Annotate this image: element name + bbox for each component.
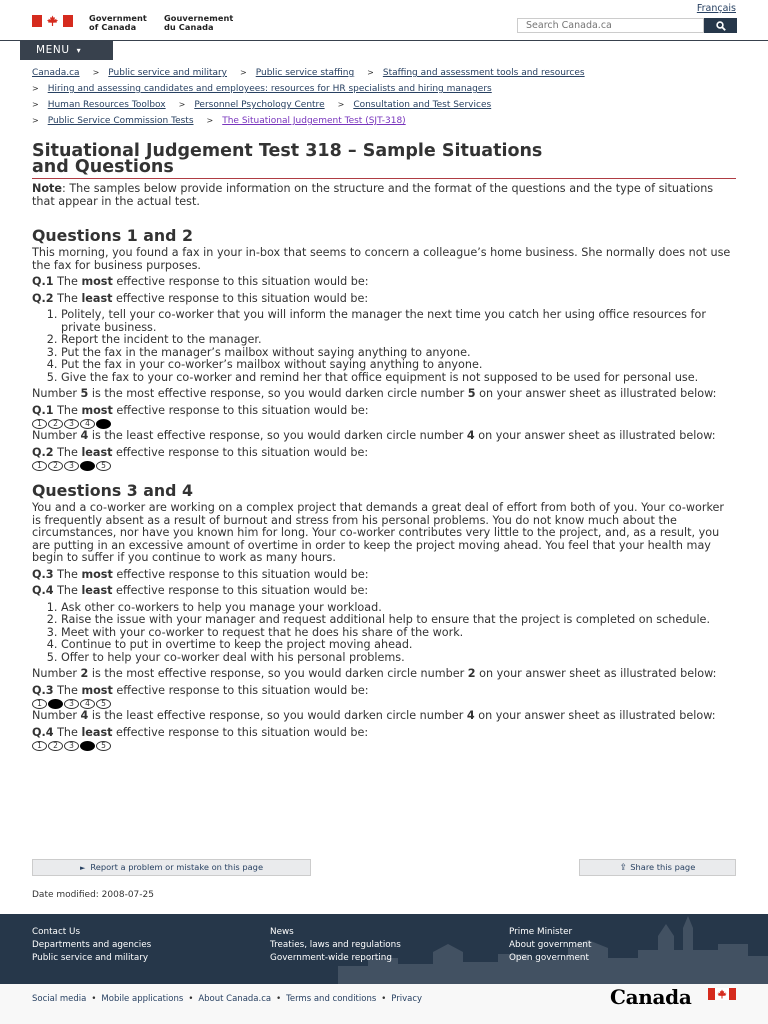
footer-link[interactable]: About government bbox=[509, 940, 592, 950]
response-options bbox=[61, 309, 736, 384]
list-item: 2. Raise the issue with your manager and request additional help to ensure that the project is completed on schedule. bbox=[61, 614, 736, 627]
breadcrumb-link[interactable]: Public Service Commission Tests bbox=[47, 116, 194, 126]
main-content bbox=[32, 143, 736, 752]
share-icon: ⇪ bbox=[619, 863, 628, 873]
chevron-down-icon: ▾ bbox=[76, 46, 82, 55]
list-item: 4. Put the fax in your co-worker’s mailbox without saying anything to anyone. bbox=[61, 359, 736, 372]
breadcrumb-link[interactable]: The Situational Judgement Test (SJT-318) bbox=[222, 116, 406, 126]
footer-link[interactable]: Treaties, laws and regulations bbox=[270, 940, 401, 950]
breadcrumb-link[interactable]: Hiring and assessing candidates and employees: resources for HR specialists and hiring managers bbox=[47, 84, 492, 94]
footer-link[interactable]: Mobile applications bbox=[101, 994, 184, 1004]
answer-circle: 1 bbox=[32, 699, 47, 709]
scenario-text: This morning, you found a fax in your in-box that seems to concern a colleague’s home business. She normally does not use the fax for business purposes. bbox=[32, 246, 731, 272]
footer-column bbox=[32, 926, 151, 965]
breadcrumb-link[interactable]: Public service staffing bbox=[255, 68, 355, 78]
footer-link[interactable]: Prime Minister bbox=[509, 927, 573, 937]
signature-english: Government of Canada bbox=[89, 13, 147, 32]
list-item: 3. Meet with your co-worker to request that he does his share of the work. bbox=[61, 627, 736, 640]
list-item: 1. Ask other co-workers to help you manage your workload. bbox=[61, 602, 736, 615]
answer-circle: 2 bbox=[48, 419, 63, 429]
report-problem-button[interactable]: ► Report a problem or mistake on this page bbox=[32, 859, 311, 876]
footer-link[interactable]: Open government bbox=[509, 953, 589, 963]
footer-column bbox=[270, 926, 401, 965]
page-title: Situational Judgement Test 318 – Sample Situations and Questions bbox=[32, 143, 736, 179]
canada-flag-icon bbox=[708, 988, 736, 1000]
answer-circle: 3 bbox=[64, 461, 79, 471]
breadcrumb-row bbox=[32, 100, 491, 110]
footer-link[interactable]: Departments and agencies bbox=[32, 940, 152, 950]
answer-circle: 5 bbox=[96, 699, 111, 709]
answer-explanation: Number 5 is the most effective response, so you would darken circle number 5 on your answer sheet as illustrated below: bbox=[32, 387, 717, 400]
canada-wordmark: Canada bbox=[610, 985, 692, 1009]
breadcrumb-separator-icon: > bbox=[178, 100, 186, 109]
answer-circle: 1 bbox=[32, 419, 47, 429]
menu-button[interactable]: MENU ▾ bbox=[20, 41, 113, 60]
answer-circle: 1 bbox=[32, 461, 47, 471]
breadcrumb-link[interactable]: Canada.ca bbox=[32, 68, 80, 78]
answer-circle: 2 bbox=[48, 461, 63, 471]
section-heading: Questions 1 and 2 bbox=[32, 226, 193, 245]
breadcrumb-separator-icon: > bbox=[337, 100, 345, 109]
answer-circle: 5 bbox=[96, 419, 111, 429]
list-item: 3. Put the fax in the manager’s mailbox without saying anything to anyone. bbox=[61, 347, 736, 360]
breadcrumb-separator-icon: > bbox=[367, 68, 374, 77]
question-prompt: Q.1 The most effective response to this situation would be: bbox=[32, 275, 369, 288]
response-options bbox=[61, 602, 736, 665]
breadcrumb-link[interactable]: Personnel Psychology Centre bbox=[194, 100, 325, 110]
answer-explanation: Number 2 is the most effective response, so you would darken circle number 2 on your answer sheet as illustrated below: bbox=[32, 667, 717, 680]
signature-french: Gouvernement du Canada bbox=[163, 13, 234, 32]
share-page-button[interactable]: ⇪ Share this page bbox=[579, 859, 736, 876]
site-footer bbox=[0, 914, 768, 984]
answer-circle: 4 bbox=[80, 461, 95, 471]
date-modified: Date modified: 2008-07-25 bbox=[32, 890, 154, 900]
breadcrumb-link[interactable]: Consultation and Test Services bbox=[353, 100, 492, 110]
question-prompt: Q.2 The least effective response to this situation would be: bbox=[32, 291, 369, 305]
site-header bbox=[0, 0, 768, 40]
search-input[interactable] bbox=[517, 18, 704, 33]
footer-link[interactable]: Privacy bbox=[391, 994, 423, 1004]
search-icon bbox=[716, 21, 726, 31]
answer-circle: 2 bbox=[48, 741, 63, 751]
language-toggle-link[interactable]: Français bbox=[696, 3, 736, 14]
footer-link[interactable]: Public service and military bbox=[32, 953, 149, 963]
note-paragraph: Note: The samples below provide information on the structure and the format of the questions and the type of situations that appear in the actual test. bbox=[32, 182, 714, 208]
breadcrumb-separator-icon: > bbox=[206, 116, 214, 125]
answer-circle: 4 bbox=[80, 741, 95, 751]
footer-link[interactable]: News bbox=[270, 927, 294, 937]
list-item: 1. Politely, tell your co-worker that you will inform the manager the next time you catch her using office resources for private business. bbox=[61, 309, 736, 334]
list-item: 2. Report the incident to the manager. bbox=[61, 334, 736, 347]
breadcrumb-row bbox=[32, 68, 585, 78]
footer-link[interactable]: Government-wide reporting bbox=[270, 953, 392, 963]
breadcrumb-separator-icon: > bbox=[32, 84, 39, 93]
question-section bbox=[32, 227, 736, 472]
answer-circle: 5 bbox=[96, 741, 111, 751]
footer-link[interactable]: Social media bbox=[32, 994, 87, 1004]
breadcrumb-separator-icon: > bbox=[92, 68, 100, 77]
breadcrumb-separator-icon: > bbox=[32, 100, 39, 109]
scenario-text: You and a co-worker are working on a complex project that demands a great deal of effort from both of you. Your co-worker is frequently absent as a result of burnout and stress from his personal problems. You do not know much about the circumstances, nor have you known him for long. Your co-worker contributes very little to the project, and, as a result, you are putting in an excessive amount of overtime in order to keep the project moving ahead. You feel that your health may begin to suffer if you continue to work as many hours. bbox=[32, 501, 725, 564]
question-prompt: Q.3 The most effective response to this situation would be: bbox=[32, 567, 369, 581]
question-prompt: Q.3 The most effective response to this situation would be: bbox=[32, 683, 369, 697]
breadcrumb-separator-icon: > bbox=[240, 68, 247, 77]
breadcrumb-link[interactable]: Staffing and assessment tools and resources bbox=[382, 68, 585, 78]
list-item: 4. Continue to put in overtime to keep the project moving ahead. bbox=[61, 639, 736, 652]
footer-link[interactable]: About Canada.ca bbox=[198, 994, 272, 1004]
question-prompt: Q.4 The least effective response to this situation would be: bbox=[32, 725, 369, 739]
answer-circle: 3 bbox=[64, 741, 79, 751]
breadcrumb-link[interactable]: Public service and military bbox=[108, 68, 228, 78]
answer-circle: 3 bbox=[64, 419, 79, 429]
menu-bar bbox=[0, 40, 768, 41]
answer-circle: 4 bbox=[80, 699, 95, 709]
answer-circles bbox=[32, 740, 736, 752]
breadcrumb-row bbox=[32, 84, 492, 94]
breadcrumb-link[interactable]: Human Resources Toolbox bbox=[47, 100, 166, 110]
footer-bottom-bar bbox=[0, 984, 768, 1024]
answer-circles bbox=[32, 460, 736, 472]
government-signature[interactable] bbox=[32, 14, 233, 31]
footer-link[interactable]: Terms and conditions bbox=[286, 994, 377, 1004]
section-heading: Questions 3 and 4 bbox=[32, 481, 193, 500]
answer-circle: 2 bbox=[48, 699, 63, 709]
footer-link[interactable]: Contact Us bbox=[32, 927, 81, 937]
breadcrumb-separator-icon: > bbox=[32, 116, 39, 125]
answer-circle: 5 bbox=[96, 461, 111, 471]
list-item: 5. Give the fax to your co-worker and remind her that office equipment is not supposed to be used for personal use. bbox=[61, 372, 736, 385]
question-prompt: Q.2 The least effective response to this situation would be: bbox=[32, 445, 369, 459]
list-item: 5. Offer to help your co-worker deal with his personal problems. bbox=[61, 652, 736, 665]
search-button[interactable] bbox=[704, 18, 737, 33]
question-section bbox=[32, 482, 736, 752]
answer-explanation: Number 4 is the least effective response, so you would darken circle number 4 on your answer sheet as illustrated below: bbox=[32, 709, 716, 722]
question-prompt: Q.1 The most effective response to this situation would be: bbox=[32, 403, 369, 417]
canada-flag-icon bbox=[32, 15, 73, 27]
answer-circle: 4 bbox=[80, 419, 95, 429]
triangle-right-icon: ► bbox=[79, 864, 86, 872]
footer-legal-links: Social media • Mobile applications • About Canada.ca • Terms and conditions • Privacy bbox=[32, 994, 423, 1004]
answer-explanation: Number 4 is the least effective response, so you would darken circle number 4 on your answer sheet as illustrated below: bbox=[32, 429, 716, 442]
answer-circle: 3 bbox=[64, 699, 79, 709]
answer-circle: 1 bbox=[32, 741, 47, 751]
question-prompt: Q.4 The least effective response to this situation would be: bbox=[32, 584, 369, 597]
breadcrumb-row bbox=[32, 116, 406, 126]
footer-column bbox=[509, 926, 591, 965]
